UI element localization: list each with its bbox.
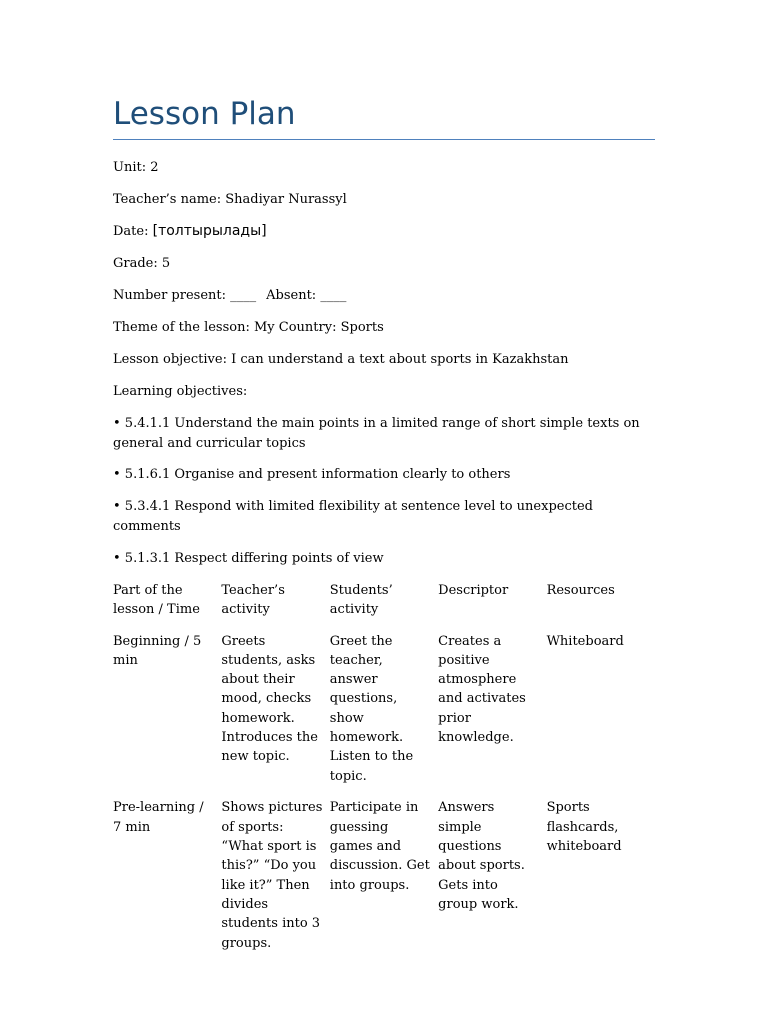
- learning-objective-item: • 5.1.6.1 Organise and present information clearly to others: [113, 467, 511, 482]
- table-header-cell: Descriptor: [438, 582, 509, 598]
- grade-field: Grade: 5: [113, 256, 171, 271]
- lesson-objective: Lesson objective: I can understand a text about sports in Kazakhstan: [113, 352, 569, 367]
- number-absent: Absent: ____: [266, 288, 347, 303]
- document-page: [113, 95, 655, 965]
- date-field: [113, 222, 655, 242]
- lesson-theme: Theme of the lesson: My Country: Sports: [113, 320, 384, 335]
- table-cell: Greets students, asks about their mood, checks homework. Introduces the new topic.: [221, 633, 318, 765]
- table-row: [113, 632, 655, 799]
- table-cell: Participate in guessing games and discussion. Get into groups.: [329, 800, 430, 893]
- learning-objective-item: • 5.1.3.1 Respect differing points of view: [113, 550, 384, 566]
- table-header-cell: Resources: [546, 582, 615, 598]
- table-cell: Greet the teacher, answer questions, show homework. Listen to the topic.: [329, 633, 414, 784]
- table-cell: Whiteboard: [546, 633, 624, 649]
- table-row: [113, 798, 655, 965]
- table-header-cell: Teacher’s activity: [221, 582, 285, 617]
- learning-objective-item: • 5.3.4.1 Respond with limited flexibility at sentence level to unexpected comments: [113, 499, 593, 534]
- table-header-row: [113, 581, 655, 632]
- lesson-plan-table: [113, 581, 655, 966]
- table-cell: Pre-learning / 7 min: [113, 800, 204, 835]
- attendance-field: [113, 286, 655, 306]
- unit-field: Unit: 2: [113, 160, 159, 175]
- number-present: Number present: ____: [113, 288, 257, 303]
- learning-objective-item: • 5.4.1.1 Understand the main points in a limited range of short simple texts on general and curricular topics: [113, 416, 640, 451]
- table-cell: Beginning / 5 min: [113, 633, 202, 668]
- learning-objectives-heading: Learning objectives:: [113, 384, 248, 399]
- date-value: [толтырылады]: [152, 223, 267, 239]
- date-label: Date:: [113, 224, 153, 239]
- table-cell: Shows pictures of sports: “What sport is this?” “Do you like it?” Then divides students into 3 groups.: [221, 800, 323, 951]
- table-header-cell: Students’ activity: [329, 582, 393, 617]
- page-title: Lesson Plan: [113, 96, 296, 132]
- table-cell: Answers simple questions about sports. Gets into group work.: [438, 800, 525, 912]
- teacher-name-field: Teacher’s name: Shadiyar Nurassyl: [113, 192, 347, 207]
- title-underline: [113, 139, 655, 140]
- table-header-cell: Part of the lesson / Time: [113, 582, 200, 617]
- table-cell: Sports flashcards, whiteboard: [546, 800, 622, 855]
- table-cell: Creates a positive atmosphere and activates prior knowledge.: [438, 633, 526, 746]
